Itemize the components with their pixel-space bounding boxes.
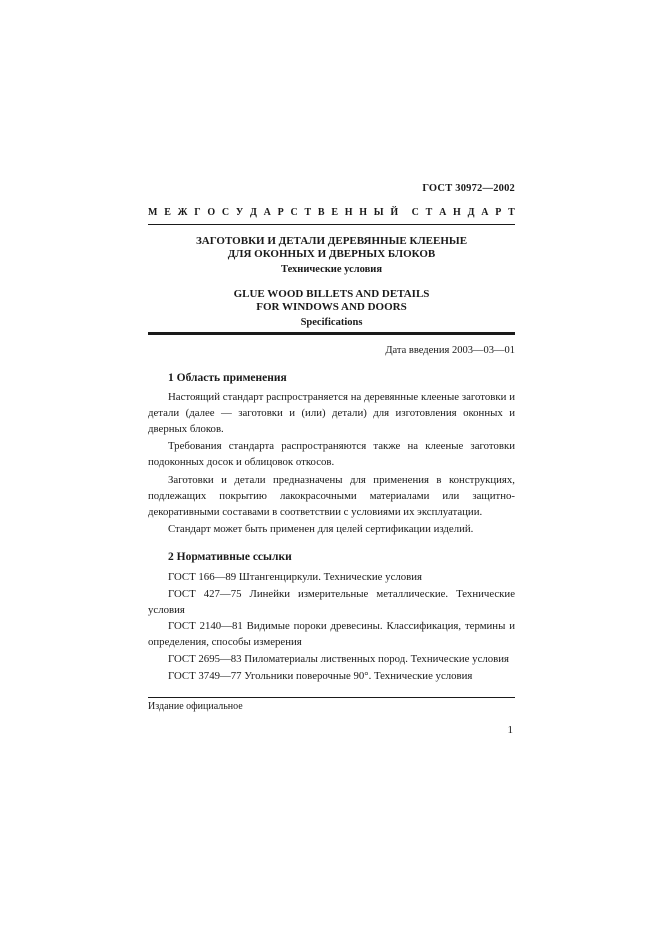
standard-type-letter: А <box>481 207 489 218</box>
standard-type-letter: Т <box>508 207 515 218</box>
reference-item: ГОСТ 3749—77 Угольники поверочные 90°. Технические условия <box>168 669 473 682</box>
standard-type-letter: В <box>317 207 325 218</box>
standard-type-letter: Н <box>359 207 368 218</box>
introduction-date: Дата введения 2003—03—01 <box>385 345 515 356</box>
standard-type-letter: А <box>263 207 271 218</box>
section-1-body <box>148 390 515 540</box>
title-ru-line-1: ЗАГОТОВКИ И ДЕТАЛИ ДЕРЕВЯННЫЕ КЛЕЕНЫЕ <box>195 235 468 247</box>
standard-type-heading <box>148 207 515 218</box>
document-number: ГОСТ 30972—2002 <box>422 183 515 194</box>
standard-type-letter: Г <box>194 207 201 218</box>
paragraph: Настоящий стандарт распространяется на деревянные клееные заготовки и детали (далее — заготовки и (или) детали) для изготовления оконных и дверных блоков. <box>148 391 515 435</box>
standard-type-letter: Т <box>304 207 312 218</box>
standard-type-letter: Н <box>344 207 353 218</box>
title-rule <box>148 332 515 335</box>
standard-type-letter: О <box>207 207 216 218</box>
standard-type-letter: А <box>439 207 447 218</box>
standard-type-letter: Ж <box>177 207 188 218</box>
paragraph: Заготовки и детали предназначены для применения в конструкциях, подлежащих покрытию лакокрасочными материалами или защитно-декоративными составами в соответствии с условиями их эксплуатации. <box>148 473 515 518</box>
standard-type-letter: М <box>148 207 158 218</box>
section-2-heading: 2 Нормативные ссылки <box>168 551 292 563</box>
standard-type-letter: У <box>235 207 244 218</box>
page-number: 1 <box>507 724 513 736</box>
edition-note: Издание официальное <box>148 701 243 712</box>
subtitle-en: Specifications <box>300 317 363 328</box>
references-list <box>148 570 515 686</box>
paragraph: Стандарт может быть применен для целей сертификации изделий. <box>168 523 474 536</box>
reference-item: ГОСТ 2695—83 Пиломатериалы лиственных пород. Технические условия <box>168 652 509 665</box>
title-ru <box>148 235 515 261</box>
title-ru-line-2: ДЛЯ ОКОННЫХ И ДВЕРНЫХ БЛОКОВ <box>227 248 436 260</box>
standard-type-letter: С <box>221 207 230 218</box>
title-en <box>148 288 515 314</box>
standard-type-letter: Е <box>331 207 338 218</box>
paragraph: Требования стандарта распространяются также на клееные заготовки подоконных досок и облицовок откосов. <box>148 440 515 469</box>
reference-item: ГОСТ 427—75 Линейки измерительные металлические. Технические условия <box>148 587 515 616</box>
title-en-line-2: FOR WINDOWS AND DOORS <box>256 301 407 313</box>
standard-type-letter: Д <box>467 207 475 218</box>
title-en-line-1: GLUE WOOD BILLETS AND DETAILS <box>233 288 430 300</box>
standard-type-letter: Д <box>250 207 257 218</box>
reference-item: ГОСТ 166—89 Штангенциркули. Технические условия <box>168 571 422 583</box>
standard-type-letter: Ы <box>373 207 384 218</box>
subtitle-ru: Технические условия <box>280 264 383 275</box>
reference-item: ГОСТ 2140—81 Видимые пороки древесины. Классификация, термины и определения, способы измерения <box>148 620 515 649</box>
standard-type-letter: Н <box>453 207 461 218</box>
footer-rule <box>148 697 515 698</box>
standard-type-letter: Е <box>164 207 171 218</box>
standard-type-letter: Р <box>277 207 284 218</box>
section-1-heading: 1 Область применения <box>168 372 287 384</box>
standard-type-letter: С <box>411 207 419 218</box>
standard-type-letter: Р <box>495 207 502 218</box>
standard-type-letter: Й <box>390 207 399 218</box>
standard-type-letter: С <box>290 207 298 218</box>
top-rule <box>148 224 515 225</box>
standard-type-letter: Т <box>425 207 433 218</box>
